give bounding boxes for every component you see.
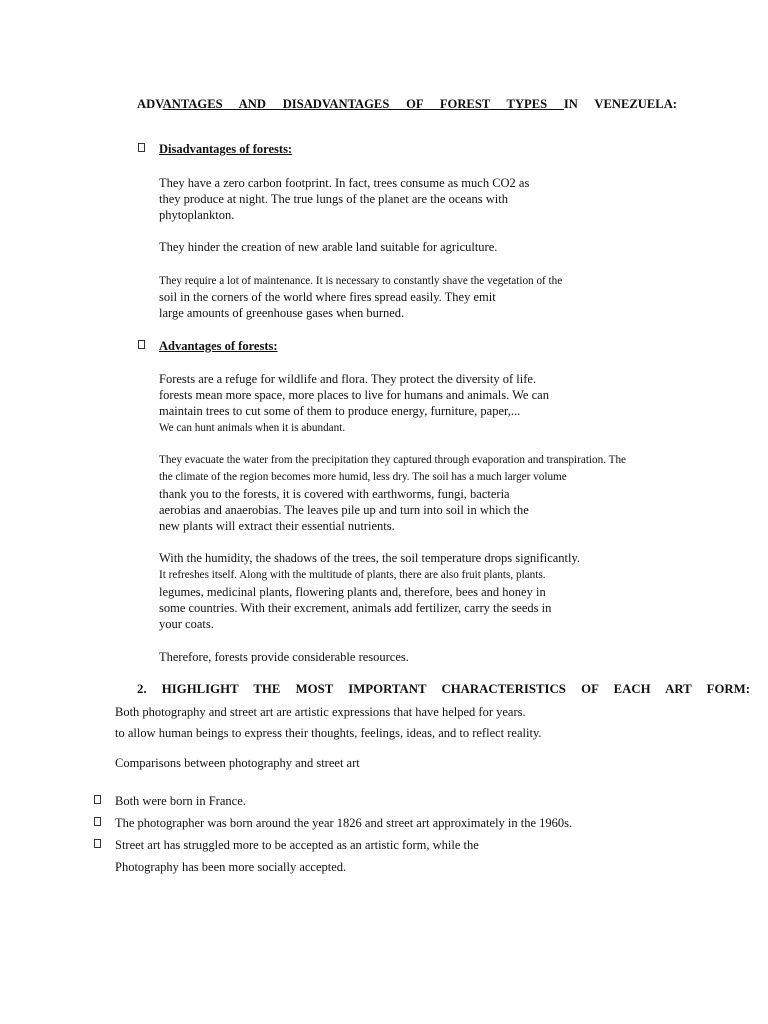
checkbox-bullet-icon	[138, 143, 145, 152]
advantages-p1-line-3: maintain trees to cut some of them to produce energy, furniture, paper,...	[159, 404, 521, 418]
disadvantages-p1-line-2: they produce at night. The true lungs of the planet are the oceans with	[159, 192, 508, 206]
advantages-p2-line-4: aerobias and anaerobias. The leaves pile up and turn into soil in which the	[159, 503, 529, 517]
title-part-1: ADV	[137, 97, 163, 111]
comparison-item-3-line-1: Street art has struggled more to be accepted as an artistic form, while the	[115, 838, 479, 852]
advantages-p2-line-3: thank you to the forests, it is covered with earthworms, fungi, bacteria	[159, 487, 510, 501]
comparison-item-1: Both were born in France.	[115, 794, 246, 808]
advantages-p1-line-1: Forests are a refuge for wildlife and flora. They protect the diversity of life.	[159, 372, 537, 386]
document-title	[137, 96, 677, 112]
checkbox-bullet-icon	[94, 795, 101, 804]
title-part-end: IN VENEZUELA:	[563, 97, 677, 111]
disadvantages-p2-line-1: They hinder the creation of new arable land suitable for agriculture.	[159, 240, 498, 254]
advantages-p3-line-4: some countries. With their excrement, animals add fertilizer, carry the seeds in	[159, 601, 552, 615]
section-2-heading: 2. HIGHLIGHT THE MOST IMPORTANT CHARACTERISTICS OF EACH ART FORM:	[137, 682, 750, 696]
comparison-title: Comparisons between photography and street art	[115, 756, 360, 770]
disadvantages-p3-line-2: soil in the corners of the world where fires spread easily. They emit	[159, 290, 496, 304]
advantages-p3-line-5: your coats.	[159, 617, 214, 631]
section-2-intro-line-2: to allow human beings to express their thoughts, feelings, ideas, and to reflect reality.	[115, 726, 542, 740]
advantages-p3-line-1: With the humidity, the shadows of the trees, the soil temperature drops significantly.	[159, 551, 581, 565]
advantages-p2-line-1: They evacuate the water from the precipitation they captured through evaporation and transpiration. The	[159, 454, 627, 466]
checkbox-bullet-icon	[138, 340, 145, 349]
disadvantages-p1-line-1: They have a zero carbon footprint. In fact, trees consume as much CO2 as	[159, 176, 530, 190]
disadvantages-heading: Disadvantages of forests:	[159, 142, 293, 156]
advantages-p3-line-3: legumes, medicinal plants, flowering plants and, therefore, bees and honey in	[159, 585, 546, 599]
advantages-p1-line-4: We can hunt animals when it is abundant.	[159, 422, 346, 434]
disadvantages-p3-line-1: They require a lot of maintenance. It is necessary to constantly shave the vegetation of the	[159, 275, 563, 287]
advantages-p2-line-2: the climate of the region becomes more humid, less dry. The soil has a much larger volume	[159, 471, 567, 483]
advantages-heading: Advantages of forests:	[159, 339, 278, 353]
disadvantages-p3-line-3: large amounts of greenhouse gases when burned.	[159, 306, 405, 320]
advantages-p3-line-2: It refreshes itself. Along with the multitude of plants, there are also fruit plants, plants.	[159, 569, 546, 581]
checkbox-bullet-icon	[94, 839, 101, 848]
advantages-p1-line-2: forests mean more space, more places to live for humans and animals. We can	[159, 388, 549, 402]
title-part-underlined: ANTAGES AND DISADVANTAGES OF FOREST TYPES	[162, 97, 564, 111]
section-2-intro-line-1: Both photography and street art are artistic expressions that have helped for years.	[115, 705, 526, 719]
advantages-p2-line-5: new plants will extract their essential nutrients.	[159, 519, 395, 533]
comparison-item-3-line-2: Photography has been more socially accepted.	[115, 860, 347, 874]
disadvantages-p1-line-3: phytoplankton.	[159, 208, 235, 222]
comparison-item-2: The photographer was born around the year 1826 and street art approximately in the 1960s.	[115, 816, 573, 830]
advantages-p4-line-1: Therefore, forests provide considerable resources.	[159, 650, 409, 664]
checkbox-bullet-icon	[94, 817, 101, 826]
